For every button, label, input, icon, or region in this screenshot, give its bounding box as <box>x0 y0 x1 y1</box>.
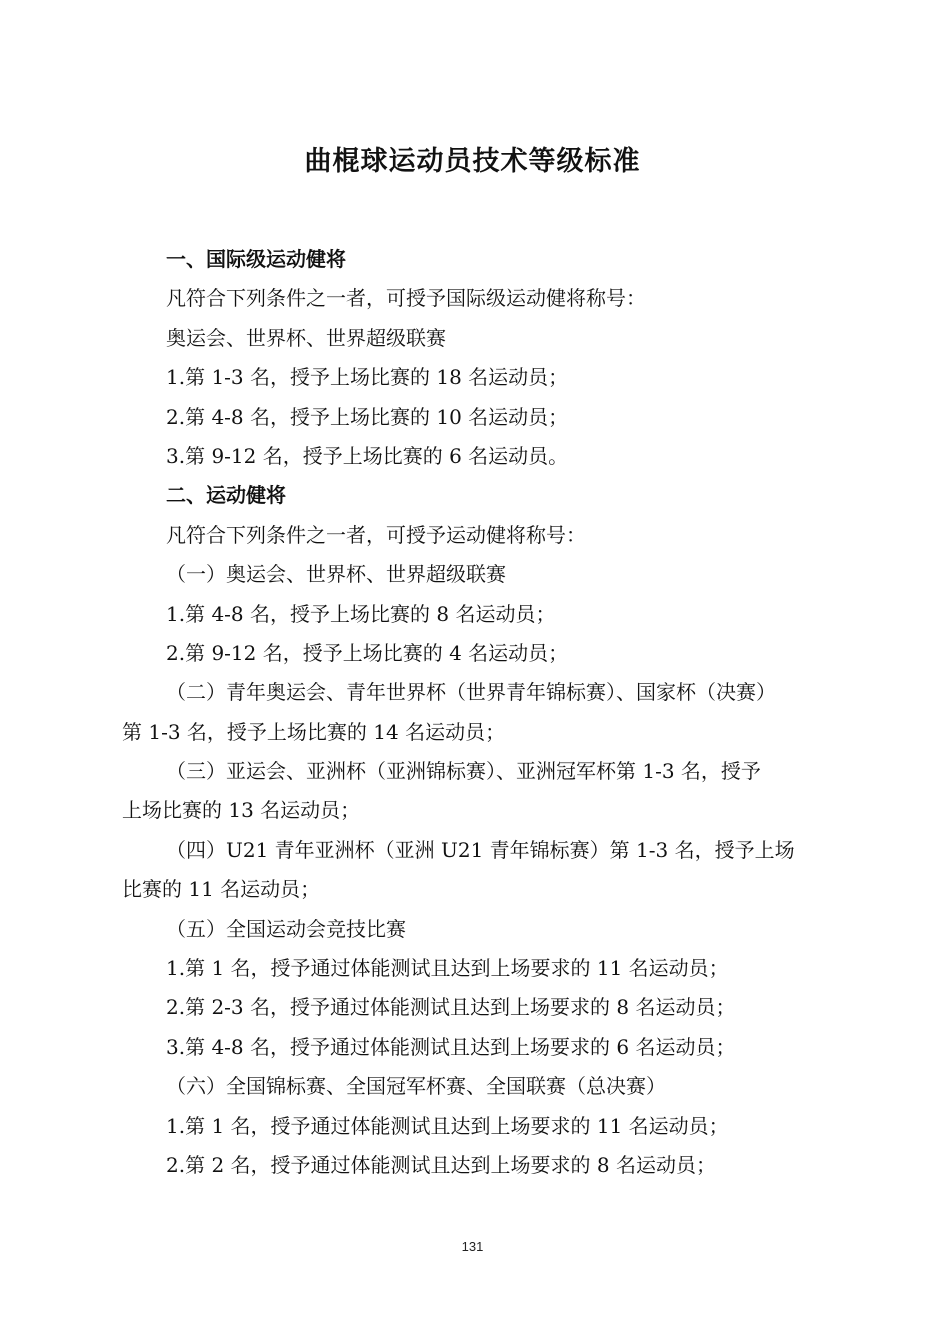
paragraph-line: （一）奥运会、世界杯、世界超级联赛 <box>166 562 506 587</box>
paragraph-line: 1.第 1 名，授予通过体能测试且达到上场要求的 11 名运动员； <box>166 1113 729 1138</box>
paragraph-line: 奥运会、世界杯、世界超级联赛 <box>166 325 446 350</box>
paragraph-line: 第 1-3 名，授予上场比赛的 14 名运动员； <box>122 719 506 744</box>
paragraph-line: （三）亚运会、亚洲杯（亚洲锦标赛）、亚洲冠军杯第 1-3 名，授予 <box>166 759 761 784</box>
paragraph-line: 1.第 4-8 名，授予上场比赛的 8 名运动员； <box>166 601 556 626</box>
paragraph-line: （二）青年奥运会、青年世界杯（世界青年锦标赛）、国家杯（决赛） <box>166 680 776 705</box>
paragraph-line: 2.第 9-12 名，授予上场比赛的 4 名运动员； <box>166 640 569 665</box>
paragraph-line: 1.第 1 名，授予通过体能测试且达到上场要求的 11 名运动员； <box>166 956 729 981</box>
paragraph-line: 凡符合下列条件之一者，可授予运动健将称号： <box>166 522 586 547</box>
section-heading: 一、国际级运动健将 <box>166 247 346 271</box>
paragraph-line: 1.第 1-3 名，授予上场比赛的 18 名运动员； <box>166 365 569 390</box>
paragraph-line: 3.第 9-12 名，授予上场比赛的 6 名运动员。 <box>166 443 569 468</box>
page-number: 131 <box>461 1239 484 1254</box>
paragraph-line: 3.第 4-8 名，授予通过体能测试且达到上场要求的 6 名运动员； <box>166 1034 736 1059</box>
section-heading: 二、运动健将 <box>166 483 286 508</box>
document-body <box>122 240 827 1185</box>
paragraph-line: （五）全国运动会竞技比赛 <box>166 916 406 941</box>
paragraph-line: （四）U21 青年亚洲杯（亚洲 U21 青年锦标赛）第 1-3 名，授予上场 <box>166 837 795 862</box>
paragraph-line: 2.第 2-3 名，授予通过体能测试且达到上场要求的 8 名运动员； <box>166 995 736 1020</box>
paragraph-line: 2.第 4-8 名，授予上场比赛的 10 名运动员； <box>166 404 569 429</box>
paragraph-line: 比赛的 11 名运动员； <box>122 877 321 902</box>
paragraph-line: 凡符合下列条件之一者，可授予国际级运动健将称号： <box>166 286 646 311</box>
paragraph-line: 2.第 2 名，授予通过体能测试且达到上场要求的 8 名运动员； <box>166 1152 716 1177</box>
paragraph-line: 上场比赛的 13 名运动员； <box>122 798 361 823</box>
paragraph-line: （六）全国锦标赛、全国冠军杯赛、全国联赛（总决赛） <box>166 1074 666 1099</box>
document-title: 曲棍球运动员技术等级标准 <box>304 146 641 177</box>
